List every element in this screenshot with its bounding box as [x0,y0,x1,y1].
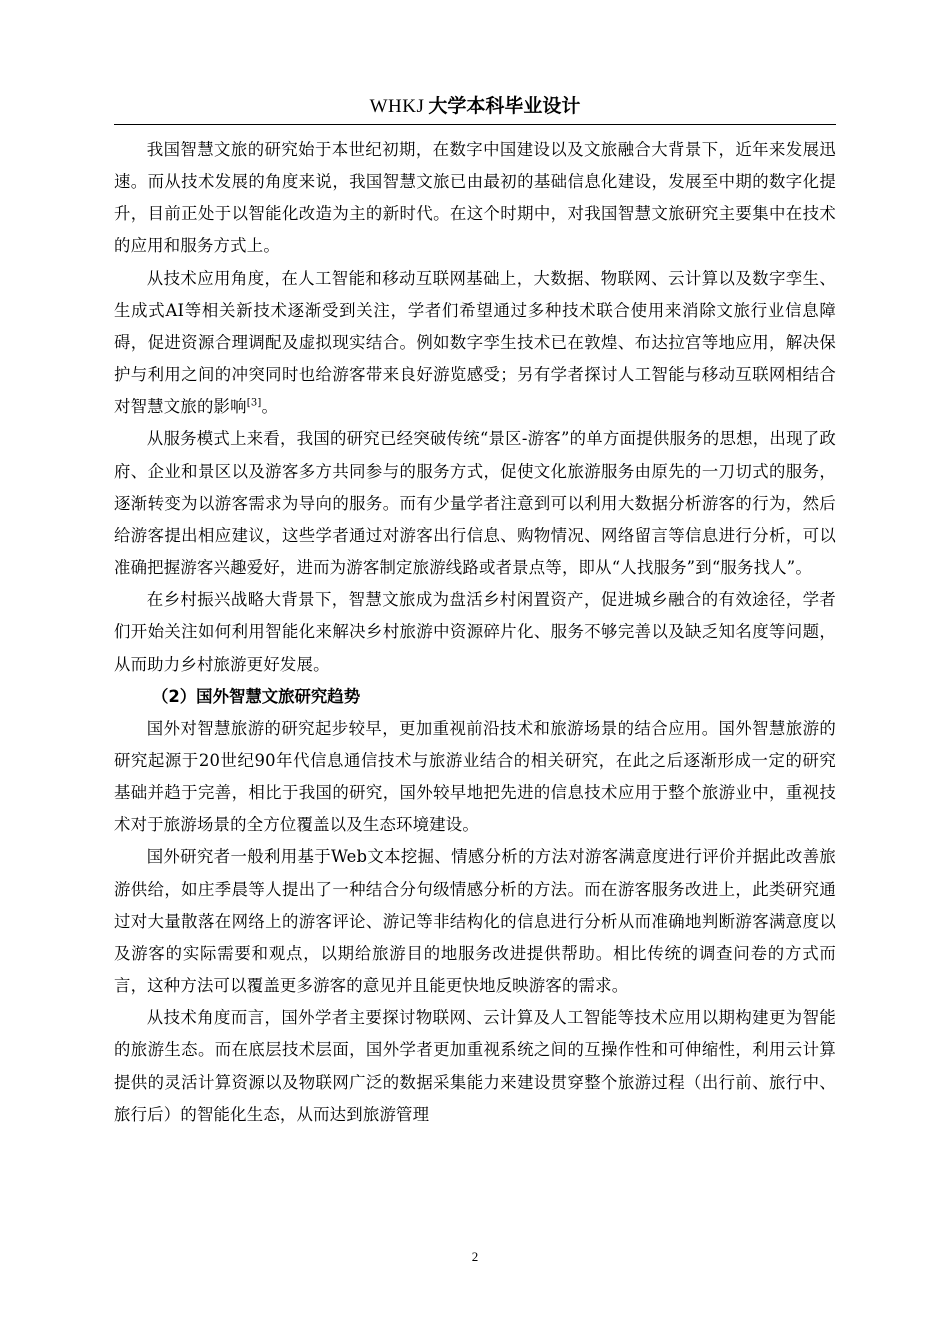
header-title: 大学本科毕业设计 [428,95,581,117]
paragraph-2 [114,263,836,424]
page-header [114,92,836,120]
paragraph-1: 我国智慧文旅的研究始于本世纪初期，在数字中国建设以及文旅融合大背景下，近年来发展迅速。而从技术发展的角度来说，我国智慧文旅已由最初的基础信息化建设，发展至中期的数字化提升，目前正处于以智能化改造为主的新时代。在这个时期中，对我国智慧文旅研究主要集中在技术的应用和服务方式上。 [114,140,836,256]
header-code: WHKJ [369,96,425,117]
section-heading: （2）国外智慧文旅研究趋势 [152,686,361,706]
page-number: 2 [471,1249,479,1264]
paragraph-2-tail: 。 [261,397,279,417]
paragraph-7: 从技术角度而言，国外学者主要探讨物联网、云计算及人工智能等技术应用以期构建更为智能的旅游生态。而在底层技术层面，国外学者更加重视系统之间的互操作性和可伸缩性，利用云计算提供的灵活计算资源以及物联网广泛的数据采集能力来建设贯穿整个旅游过程（出行前、旅行中、旅行后）的智能化生态，从而达到旅游管理 [114,1008,836,1124]
paragraph-4: 在乡村振兴战略大背景下，智慧文旅成为盘活乡村闲置资产，促进城乡融合的有效途径，学者们开始关注如何利用智能化来解决乡村旅游中资源碎片化、服务不够完善以及缺乏知名度等问题，从而助力乡村旅游更好发展。 [114,590,836,674]
header-rule [114,124,836,125]
paragraph-3: 从服务模式上来看，我国的研究已经突破传统“景区-游客”的单方面提供服务的思想，出现了政府、企业和景区以及游客多方共同参与的服务方式，促使文化旅游服务由原先的一刀切式的服务，逐渐转变为以游客需求为导向的服务。而有少量学者注意到可以利用大数据分析游客的行为，然后给游客提出相应建议，这些学者通过对游客出行信息、购物情况、网络留言等信息进行分析，可以准确把握游客兴趣爱好，进而为游客制定旅游线路或者景点等，即从“人找服务”到“服务找人”。 [114,429,836,578]
paragraph-5: 国外对智慧旅游的研究起步较早，更加重视前沿技术和旅游场景的结合应用。国外智慧旅游的研究起源于20世纪90年代信息通信技术与旅游业结合的相关研究，在此之后逐渐形成一定的研究基础并趋于完善，相比于我国的研究，国外较早地把先进的信息技术应用于整个旅游业中，重视技术对于旅游场景的全方位覆盖以及生态环境建设。 [114,718,836,835]
paragraph-2-text: 从技术应用角度，在人工智能和移动互联网基础上，大数据、物联网、云计算以及数字孪生、生成式AI等相关新技术逐渐受到关注，学者们希望通过多种技术联合使用来消除文旅行业信息障碍，促进资源合理调配及虚拟现实结合。例如数字孪生技术已在敦煌、布达拉宫等地应用，解决保护与利用之间的冲突同时也给游客带来良好游览感受；另有学者探讨人工智能与移动互联网相结合对智慧文旅的影响 [114,268,836,417]
paragraph-6: 国外研究者一般利用基于Web文本挖掘、情感分析的方法对游客满意度进行评价并据此改善旅游供给，如庄季晨等人提出了一种结合分句级情感分析的方法。而在游客服务改进上，此类研究通过对大量散落在网络上的游客评论、游记等非结构化的信息进行分析从而准确地判断游客满意度以及游客的实际需要和观点，以期给旅游目的地服务改进提供帮助。相比传统的调查问卷的方式而言，这种方法可以覆盖更多游客的意见并且能更快地反映游客的需求。 [114,847,836,996]
page-body [114,134,836,1131]
citation-marker[interactable]: [3] [246,397,262,409]
